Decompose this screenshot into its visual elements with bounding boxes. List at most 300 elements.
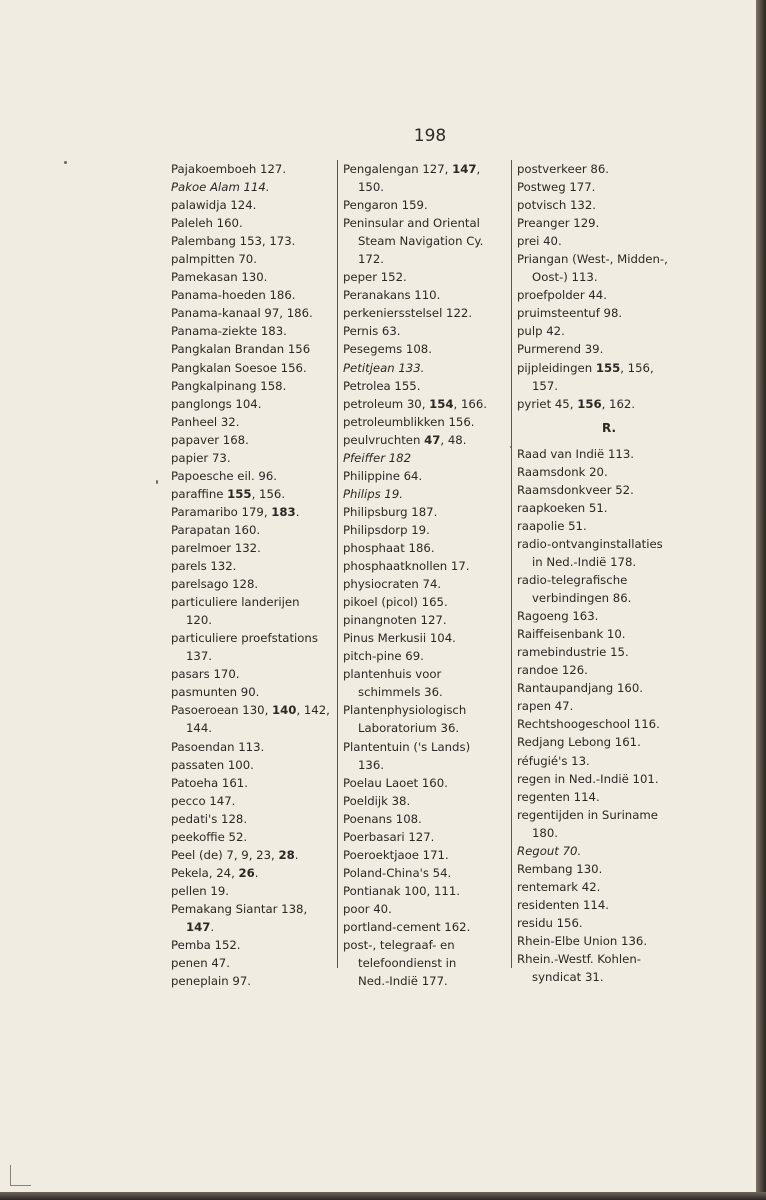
index-entry xyxy=(517,679,701,697)
entry-text: Pemba 152. xyxy=(171,938,241,953)
index-entry xyxy=(517,250,701,268)
entry-text: Pangkalan Soesoe 156. xyxy=(171,360,307,375)
entry-text: Pangkalpinang 158. xyxy=(171,378,287,393)
index-entry xyxy=(343,918,515,936)
entry-text: plantenhuis voor xyxy=(343,667,442,682)
index-entry xyxy=(343,485,515,503)
index-entry xyxy=(171,160,336,178)
page-edge xyxy=(756,0,766,1200)
entry-text: pinangnoten 127. xyxy=(343,613,447,628)
entry-text: radio-telegrafische xyxy=(517,573,628,588)
entry-text: parelmoer 132. xyxy=(171,540,261,555)
entry-text: Raamsdonk 20. xyxy=(517,464,608,479)
entry-text: Papoesche eil. 96. xyxy=(171,468,277,483)
entry-text: 144. xyxy=(186,721,213,736)
index-entry xyxy=(343,774,515,792)
entry-text: pedati's 128. xyxy=(171,811,248,826)
entry-text-after: , 156. xyxy=(251,486,286,501)
index-entry xyxy=(343,900,515,918)
entry-text: pellen 19. xyxy=(171,883,230,898)
index-entry xyxy=(517,806,701,824)
entry-text: Plantentuin ('s Lands) xyxy=(343,739,471,754)
entry-text: réfugié's 13. xyxy=(517,753,590,768)
entry-text: Pasoendan 113. xyxy=(171,739,265,754)
entry-text: pruimsteentuf 98. xyxy=(517,306,623,321)
entry-text: panglongs 104. xyxy=(171,396,262,411)
entry-text: Paleleh 160. xyxy=(171,216,243,231)
index-entry xyxy=(343,575,515,593)
index-entry xyxy=(343,214,515,232)
entry-text: perkeniersstelsel 122. xyxy=(343,306,473,321)
entry-text: proefpolder 44. xyxy=(517,288,607,303)
entry-bold-page: 147 xyxy=(186,919,211,934)
index-entry xyxy=(517,322,701,340)
index-entry xyxy=(171,286,336,304)
index-entry xyxy=(343,719,515,737)
index-entry xyxy=(171,575,336,593)
entry-bold-page: 156 xyxy=(577,396,602,411)
index-entry xyxy=(171,521,336,539)
index-entry xyxy=(171,377,336,395)
corner-mark xyxy=(10,1165,31,1186)
entry-text: Philipsdorp 19. xyxy=(343,522,430,537)
entry-text: in Ned.-Indië 178. xyxy=(532,554,637,569)
index-entry xyxy=(343,196,515,214)
entry-text: Pengaron 159. xyxy=(343,198,428,213)
entry-text: pikoel (picol) 165. xyxy=(343,595,448,610)
entry-text: radio-ontvanginstallaties xyxy=(517,536,663,551)
index-entry xyxy=(171,882,336,900)
entry-text: Parapatan 160. xyxy=(171,522,261,537)
index-entry xyxy=(517,268,701,286)
index-entry xyxy=(171,359,336,377)
index-entry xyxy=(171,431,336,449)
entry-text: Pfeiffer 182 xyxy=(343,450,412,465)
index-entry xyxy=(171,918,336,936)
index-entry xyxy=(343,810,515,828)
index-entry xyxy=(343,268,515,286)
index-entry xyxy=(343,936,515,954)
index-entry xyxy=(517,625,701,643)
entry-text: regentijden in Suriname xyxy=(517,807,658,822)
index-entry xyxy=(517,589,701,607)
index-entry xyxy=(171,954,336,972)
entry-text: Rantaupandjang 160. xyxy=(517,681,643,696)
entry-text: pasars 170. xyxy=(171,667,240,682)
entry-text: rentemark 42. xyxy=(517,879,601,894)
entry-text: verbindingen 86. xyxy=(532,591,632,606)
index-entry xyxy=(343,647,515,665)
index-entry xyxy=(171,774,336,792)
index-entry xyxy=(171,900,336,918)
index-entry xyxy=(517,499,701,517)
entry-text: petroleumblikken 156. xyxy=(343,414,475,429)
entry-bold-page: 140 xyxy=(272,703,297,718)
entry-text: Ned.-Indië 177. xyxy=(358,974,448,989)
page-number: 198 xyxy=(413,126,447,146)
entry-text: Peranakans 110. xyxy=(343,288,441,303)
entry-text: Pemakang Siantar 138, xyxy=(171,901,308,916)
entry-text: parels 132. xyxy=(171,559,237,574)
index-entry xyxy=(517,950,701,968)
index-entry xyxy=(343,413,515,431)
entry-text-after: , 166. xyxy=(453,396,488,411)
entry-text: Pengalengan 127, xyxy=(343,162,453,176)
entry-text: petroleum 30, xyxy=(343,396,430,411)
entry-text: portland-cement 162. xyxy=(343,919,471,934)
index-entry xyxy=(171,936,336,954)
entry-text: pitch-pine 69. xyxy=(343,649,424,664)
index-entry xyxy=(171,972,336,990)
entry-text: Pangkalan Brandan 156 xyxy=(171,342,311,357)
entry-text: passaten 100. xyxy=(171,757,254,772)
entry-text: Postweg 177. xyxy=(517,180,596,195)
entry-text: Panama-kanaal 97, 186. xyxy=(171,306,313,321)
index-entry xyxy=(517,395,701,413)
index-entry xyxy=(343,972,515,990)
index-column-2 xyxy=(343,160,515,990)
entry-text: Rhein.-Westf. Kohlen- xyxy=(517,952,641,967)
index-entry xyxy=(517,914,701,932)
entry-text: regen in Ned.-Indië 101. xyxy=(517,771,659,786)
index-entry xyxy=(343,954,515,972)
entry-text-after: , xyxy=(476,162,481,176)
entry-text: palawidja 124. xyxy=(171,198,257,213)
entry-text: Pekela, 24, xyxy=(171,865,239,880)
entry-text: 150. xyxy=(358,180,385,195)
index-entry xyxy=(517,788,701,806)
index-entry xyxy=(171,214,336,232)
entry-text: regenten 114. xyxy=(517,789,600,804)
entry-text: potvisch 132. xyxy=(517,198,596,213)
index-entry xyxy=(171,593,336,611)
index-entry xyxy=(343,340,515,358)
entry-text: Pamekasan 130. xyxy=(171,270,268,285)
index-column-3-bottom xyxy=(517,445,701,986)
entry-text: phosphaatknollen 17. xyxy=(343,559,470,574)
entry-text: Philips 19. xyxy=(343,486,404,501)
index-entry xyxy=(343,864,515,882)
index-entry xyxy=(343,792,515,810)
entry-text: Pakoe Alam 114. xyxy=(171,180,270,195)
index-entry xyxy=(517,932,701,950)
index-entry xyxy=(517,463,701,481)
index-entry xyxy=(171,250,336,268)
index-entry xyxy=(171,322,336,340)
index-entry xyxy=(343,539,515,557)
entry-text: Pernis 63. xyxy=(343,324,401,339)
entry-text: ramebindustrie 15. xyxy=(517,645,629,660)
entry-text: Pontianak 100, 111. xyxy=(343,883,460,898)
entry-text: Raad van Indië 113. xyxy=(517,446,634,461)
entry-text: Redjang Lebong 161. xyxy=(517,735,641,750)
entry-text: Poeroektjaoe 171. xyxy=(343,847,449,862)
index-entry xyxy=(517,553,701,571)
index-entry xyxy=(343,395,515,413)
entry-text: raapolie 51. xyxy=(517,518,587,533)
index-entry xyxy=(517,878,701,896)
index-entry xyxy=(171,665,336,683)
index-entry xyxy=(343,178,515,196)
entry-text: Panama-hoeden 186. xyxy=(171,288,296,303)
entry-text: Panama-ziekte 183. xyxy=(171,324,287,339)
entry-text: Pajakoemboeh 127. xyxy=(171,162,287,176)
index-entry xyxy=(517,842,701,860)
entry-text: pasmunten 90. xyxy=(171,685,260,700)
entry-text-after: . xyxy=(295,504,300,519)
entry-text: Philippine 64. xyxy=(343,468,423,483)
entry-text: papier 73. xyxy=(171,450,231,465)
entry-text: 180. xyxy=(532,825,559,840)
entry-text: Laboratorium 36. xyxy=(358,721,460,736)
index-entry xyxy=(343,629,515,647)
entry-text: Plantenphysiologisch xyxy=(343,703,467,718)
index-entry xyxy=(517,535,701,553)
entry-text: Raiffeisenbank 10. xyxy=(517,627,626,642)
index-entry xyxy=(517,359,701,377)
entry-text-after: . xyxy=(294,847,299,862)
entry-text: 136. xyxy=(358,757,385,772)
entry-text: Poerbasari 127. xyxy=(343,829,435,844)
entry-text: Panheel 32. xyxy=(171,414,240,429)
index-entry xyxy=(171,557,336,575)
entry-bold-page: 155 xyxy=(227,486,252,501)
entry-text: pyriet 45, xyxy=(517,396,578,411)
entry-text: Paramaribo 179, xyxy=(171,504,272,519)
entry-text-after: . xyxy=(254,865,259,880)
index-entry xyxy=(343,593,515,611)
entry-text: Patoeha 161. xyxy=(171,775,248,790)
index-entry xyxy=(517,661,701,679)
index-entry xyxy=(517,196,701,214)
entry-text: parelsago 128. xyxy=(171,577,259,592)
index-entry xyxy=(343,665,515,683)
index-entry xyxy=(343,738,515,756)
entry-text: pecco 147. xyxy=(171,793,236,808)
entry-bold-page: 47 xyxy=(424,432,441,447)
index-entry xyxy=(171,738,336,756)
index-entry xyxy=(343,232,515,250)
entry-text: Purmerend 39. xyxy=(517,342,604,357)
entry-text: particuliere proefstations xyxy=(171,631,318,646)
index-entry xyxy=(171,268,336,286)
index-entry xyxy=(517,697,701,715)
entry-text-after: , 142, xyxy=(296,703,330,718)
entry-text: Priangan (West-, Midden-, xyxy=(517,252,668,267)
entry-text: 172. xyxy=(358,252,385,267)
index-entry xyxy=(343,286,515,304)
entry-text: poor 40. xyxy=(343,901,392,916)
index-entry xyxy=(517,178,701,196)
index-column-3-top xyxy=(517,160,701,413)
index-entry xyxy=(343,467,515,485)
entry-text: penen 47. xyxy=(171,956,230,971)
entry-text: 157. xyxy=(532,378,559,393)
index-entry xyxy=(343,557,515,575)
entry-bold-page: 154 xyxy=(429,396,454,411)
index-entry xyxy=(517,733,701,751)
index-entry xyxy=(343,611,515,629)
index-entry xyxy=(171,828,336,846)
index-entry xyxy=(517,445,701,463)
entry-text: Rhein-Elbe Union 136. xyxy=(517,933,648,948)
entry-text: pulp 42. xyxy=(517,324,565,339)
index-entry xyxy=(171,611,336,629)
entry-text: Peel (de) 7, 9, 23, xyxy=(171,847,279,862)
entry-text: post-, telegraaf- en xyxy=(343,938,455,953)
entry-text: physiocraten 74. xyxy=(343,577,442,592)
index-entry xyxy=(517,968,701,986)
entry-text: Pasoeroean 130, xyxy=(171,703,273,718)
entry-text: residu 156. xyxy=(517,915,583,930)
entry-text: 120. xyxy=(186,613,213,628)
entry-text: Poland-China's 54. xyxy=(343,865,452,880)
entry-text: palmpitten 70. xyxy=(171,252,257,267)
index-entry xyxy=(343,503,515,521)
index-entry xyxy=(171,449,336,467)
entry-text-after: , 162. xyxy=(601,396,636,411)
section-heading-r: R. xyxy=(601,420,617,435)
page-edge xyxy=(0,1192,766,1200)
entry-text: pijpleidingen xyxy=(517,360,596,375)
column-divider xyxy=(337,160,338,968)
entry-text: randoe 126. xyxy=(517,663,588,678)
index-entry xyxy=(517,824,701,842)
entry-text: Pinus Merkusii 104. xyxy=(343,631,456,646)
index-column-3 xyxy=(517,160,701,986)
entry-bold-page: 26 xyxy=(238,865,255,880)
entry-text: rapen 47. xyxy=(517,699,574,714)
entry-text: postverkeer 86. xyxy=(517,162,609,176)
entry-text-after: , 48. xyxy=(440,432,467,447)
index-entry xyxy=(343,521,515,539)
entry-text: Preanger 129. xyxy=(517,216,600,231)
index-entry xyxy=(171,719,336,737)
index-entry xyxy=(343,359,515,377)
index-entry xyxy=(517,607,701,625)
entry-text: syndicat 31. xyxy=(532,970,604,985)
entry-text: paraffine xyxy=(171,486,228,501)
entry-text: Rembang 130. xyxy=(517,861,603,876)
entry-text: peper 152. xyxy=(343,270,407,285)
index-entry xyxy=(171,340,336,358)
index-entry xyxy=(517,232,701,250)
index-entry xyxy=(171,810,336,828)
entry-text: particuliere landerijen xyxy=(171,595,300,610)
entry-text: Oost-) 113. xyxy=(532,270,598,285)
index-entry xyxy=(343,828,515,846)
index-entry xyxy=(171,503,336,521)
index-entry xyxy=(517,160,701,178)
index-entry xyxy=(517,214,701,232)
index-entry xyxy=(171,413,336,431)
index-entry xyxy=(517,571,701,589)
index-entry xyxy=(517,377,701,395)
entry-bold-page: 147 xyxy=(452,162,477,176)
index-entry xyxy=(171,683,336,701)
entry-text: Poenans 108. xyxy=(343,811,422,826)
index-entry xyxy=(343,160,515,178)
index-entry xyxy=(171,196,336,214)
entry-text: Palembang 153, 173. xyxy=(171,234,296,249)
index-entry xyxy=(517,643,701,661)
index-entry xyxy=(343,846,515,864)
entry-text-after: . xyxy=(210,919,215,934)
index-entry xyxy=(343,304,515,322)
index-entry xyxy=(343,322,515,340)
entry-text: Philipsburg 187. xyxy=(343,504,438,519)
index-entry xyxy=(517,896,701,914)
index-entry xyxy=(171,304,336,322)
entry-text: Petrolea 155. xyxy=(343,378,421,393)
entry-text: Ragoeng 163. xyxy=(517,609,599,624)
index-entry xyxy=(171,178,336,196)
entry-text: Raamsdonkveer 52. xyxy=(517,482,634,497)
entry-text-after: , 156, xyxy=(620,360,654,375)
entry-bold-page: 28 xyxy=(278,847,295,862)
index-entry xyxy=(171,467,336,485)
entry-text: Rechtshoogeschool 116. xyxy=(517,717,660,732)
entry-text: 137. xyxy=(186,649,213,664)
index-entry xyxy=(343,756,515,774)
index-entry xyxy=(171,756,336,774)
index-entry xyxy=(171,701,336,719)
entry-text: Peninsular and Oriental xyxy=(343,216,480,231)
entry-text: Pesegems 108. xyxy=(343,342,432,357)
entry-bold-page: 155 xyxy=(595,360,621,375)
index-entry xyxy=(517,286,701,304)
index-entry xyxy=(171,864,336,882)
index-entry xyxy=(517,715,701,733)
entry-bold-page: 183 xyxy=(271,504,296,519)
index-entry xyxy=(517,304,701,322)
entry-text: residenten 114. xyxy=(517,897,610,912)
entry-text: prei 40. xyxy=(517,234,562,249)
index-entry xyxy=(343,882,515,900)
entry-text: papaver 168. xyxy=(171,432,249,447)
entry-text: Steam Navigation Cy. xyxy=(358,234,484,249)
index-entry xyxy=(517,770,701,788)
entry-text: schimmels 36. xyxy=(358,685,443,700)
index-entry xyxy=(517,517,701,535)
paper-speck xyxy=(156,480,158,484)
entry-text: Petitjean 133. xyxy=(343,360,425,375)
index-entry xyxy=(171,539,336,557)
index-entry xyxy=(517,860,701,878)
index-entry xyxy=(171,647,336,665)
paper-speck xyxy=(510,446,512,448)
entry-text: peekoffie 52. xyxy=(171,829,248,844)
index-entry xyxy=(343,250,515,268)
index-entry xyxy=(517,481,701,499)
entry-text: phosphaat 186. xyxy=(343,540,435,555)
index-entry xyxy=(343,449,515,467)
index-entry xyxy=(171,846,336,864)
index-entry xyxy=(343,377,515,395)
index-entry xyxy=(171,395,336,413)
index-column-1 xyxy=(171,160,336,990)
entry-text: telefoondienst in xyxy=(358,956,457,971)
index-entry xyxy=(517,340,701,358)
index-entry xyxy=(343,431,515,449)
index-entry xyxy=(343,683,515,701)
index-entry xyxy=(171,232,336,250)
index-entry xyxy=(517,752,701,770)
paper-speck xyxy=(64,161,67,164)
index-entry xyxy=(171,629,336,647)
entry-text: Poeldijk 38. xyxy=(343,793,411,808)
entry-text: Regout 70. xyxy=(517,843,582,858)
